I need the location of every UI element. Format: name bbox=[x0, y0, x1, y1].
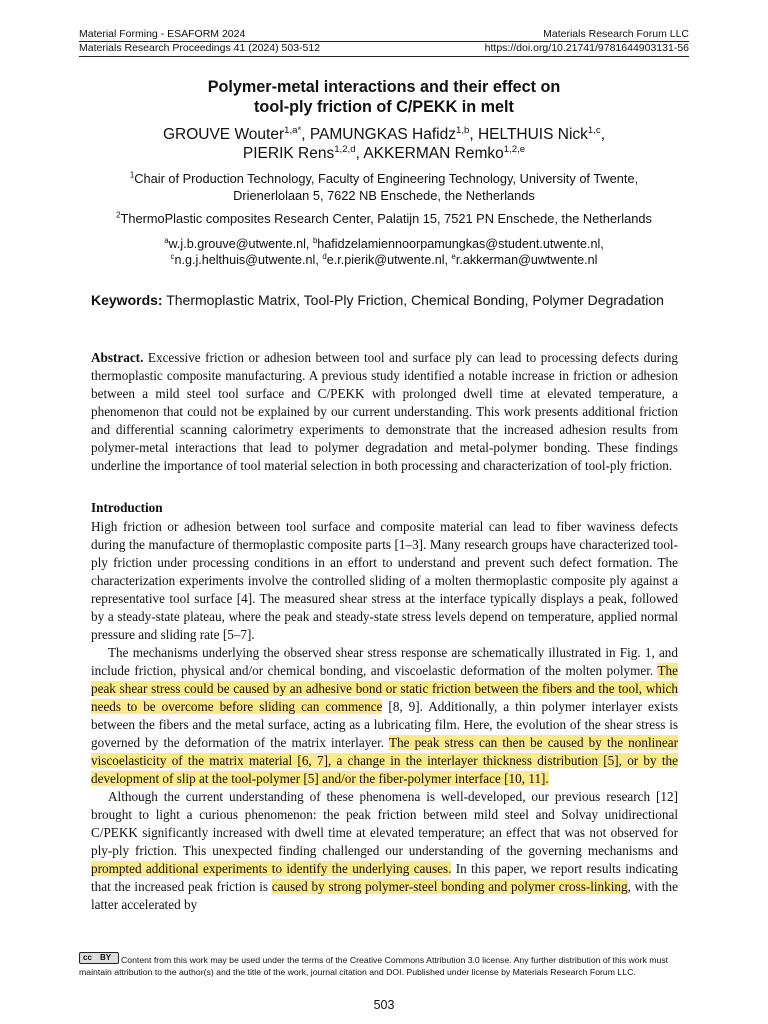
paragraph: High friction or adhesion between tool surface and composite material can lead to fiber waviness defects during the manufacture of thermoplastic composite parts [1–3]. Many research groups have characterized tool-ply friction under processing conditions in an effort to understand and prevent such defect formation. The characterization experiments involve the controlled sliding of a molten thermoplastic composite ply against a representative tool surface [4]. The measured shear stress at the interface typically displays a peak, followed by a steady-state plateau, where the peak and steady-state stress levels depend on temperature, applied normal pressure and sliding rate [5–7]. bbox=[91, 519, 678, 642]
cc-badge-right: BY bbox=[100, 953, 112, 962]
creative-commons-icon[interactable] bbox=[79, 952, 119, 964]
text-run: , with the latter accelerated by bbox=[91, 879, 678, 912]
running-header-bottom bbox=[79, 42, 689, 54]
keywords-section bbox=[91, 291, 678, 310]
affiliation-1 bbox=[79, 170, 689, 204]
author-affiliation-marker: 1,2,e bbox=[503, 143, 526, 155]
email-marker: b bbox=[312, 235, 318, 245]
abstract bbox=[91, 349, 678, 475]
email-link[interactable]: r.akkerman@uwtwente.nl bbox=[455, 253, 598, 267]
introduction-body bbox=[91, 518, 678, 914]
email-link[interactable]: hafidzelamiennoorpamungkas@student.utwente.nl, bbox=[317, 237, 604, 251]
author-list bbox=[79, 125, 689, 163]
abstract-label: Abstract. bbox=[91, 350, 144, 365]
paragraph bbox=[91, 644, 678, 788]
text-run: In this paper, we report results indicating that the increased peak friction is bbox=[91, 861, 679, 894]
author-affiliation-marker: 1,a* bbox=[284, 124, 302, 136]
text-run: The mechanisms underlying the observed shear stress response are schematically illustrated in Fig. 1, and include friction, physical and/or chemical bonding, and viscoelastic deformation of the molten polymer. bbox=[91, 645, 678, 678]
section-heading-introduction: Introduction bbox=[91, 500, 163, 515]
license-text: Content from this work may be used under the terms of the Creative Commons Attribution 3.0 license. Any further distribution of this work must maintain attribution to the author(s) and the title of the work, journal citation and DOI. Published under license by Materials Research Forum LLC. bbox=[79, 955, 669, 977]
paragraph bbox=[91, 788, 678, 914]
header-rule-bottom bbox=[79, 56, 689, 57]
highlighted-text: prompted additional experiments to identify the underlying causes. bbox=[91, 861, 452, 876]
author-affiliation-marker: 1,b bbox=[455, 124, 470, 136]
author-name: GROUVE Wouter bbox=[162, 126, 285, 143]
email-link[interactable]: e.r.pierik@utwente.nl, bbox=[326, 253, 452, 267]
page-number: 503 bbox=[373, 998, 395, 1012]
author-affiliation-marker: 1,2,d bbox=[334, 143, 356, 155]
author-affiliation-marker: 1,c bbox=[587, 124, 601, 136]
keywords-text: Thermoplastic Matrix, Tool-Ply Friction, Chemical Bonding, Polymer Degradation bbox=[162, 292, 664, 308]
email-list bbox=[79, 236, 689, 268]
author-name: PAMUNGKAS Hafidz bbox=[309, 126, 456, 143]
affiliation-marker: 2 bbox=[116, 210, 121, 220]
author-line-1: GROUVE Wouter$^{1,a*}$, PAMUNGKAS Hafidz$^{1,b}$, HELTHUIS Nick$^{1,c}$, bbox=[162, 124, 606, 143]
email-marker: d bbox=[322, 251, 327, 261]
affiliation-text: Chair of Production Technology, Faculty of Engineering Technology, University of Twente, bbox=[134, 171, 639, 186]
title-line-1: Polymer-metal interactions and their effect on bbox=[207, 78, 561, 96]
conference-name: Material Forming - ESAFORM 2024 bbox=[79, 28, 246, 40]
email-marker: c bbox=[170, 251, 175, 261]
publisher-name: Materials Research Forum LLC bbox=[543, 28, 689, 40]
running-header-top bbox=[79, 28, 689, 40]
highlighted-text: caused by strong polymer-steel bonding and polymer cross-linking bbox=[271, 879, 628, 894]
license-notice bbox=[79, 952, 689, 978]
text-run: [8, 9]. Additionally, a thin polymer interlayer exists between the fibers and the metal surface, acting as a lubricating film. Here, the evolution of the shear stress is governed by the deformation of the matrix interlayer. bbox=[91, 699, 678, 750]
text-run: Although the current understanding of these phenomena is well-developed, our previous research [12] brought to light a curious phenomenon: the peak friction between mild steel and Solvay unidirectional C/PEKK significantly increased with dwell time at elevated temperature; an effect that was not observed for ply-ply friction. This unexpected finding challenged our understanding of the governing mechanisms and bbox=[91, 789, 678, 858]
email-marker: a bbox=[164, 235, 169, 245]
paper-title bbox=[79, 77, 689, 117]
keywords-label: Keywords: bbox=[91, 292, 163, 308]
email-link[interactable]: n.g.j.helthuis@utwente.nl, bbox=[174, 253, 323, 267]
cc-badge-left: cc bbox=[83, 953, 92, 962]
doi-link[interactable]: https://doi.org/10.21741/9781644903131-56 bbox=[484, 42, 689, 54]
affiliation-marker: 1 bbox=[129, 170, 135, 180]
highlighted-text: The peak shear stress could be caused by an adhesive bond or static friction between the fibers and the tool, which needs to be overcome before sliding can commence bbox=[91, 663, 678, 714]
email-marker: e bbox=[451, 251, 456, 261]
email-link[interactable]: w.j.b.grouve@utwente.nl, bbox=[168, 237, 313, 251]
author-name: PIERIK Rens bbox=[242, 145, 335, 162]
highlighted-text: The peak stress can then be caused by the nonlinear viscoelasticity of the matrix material [6, 7], a change in the interlayer thickness distribution [5], or by the development of slip at the tool-polymer [5] and/or the fiber-polymer interface [10, 11]. bbox=[91, 735, 678, 786]
author-line-2: PIERIK Rens$^{1,2,d}$, AKKERMAN Remko$^{1,2,e}$ bbox=[242, 143, 526, 162]
proceedings-citation: Materials Research Proceedings 41 (2024) 503-512 bbox=[79, 42, 321, 54]
affiliation-address: Drienerlolaan 5, 7622 NB Enschede, the Netherlands bbox=[233, 188, 535, 203]
affiliation-2 bbox=[79, 210, 689, 227]
author-name: HELTHUIS Nick bbox=[477, 126, 588, 143]
title-line-2: tool-ply friction of C/PEKK in melt bbox=[254, 98, 514, 116]
abstract-text: Excessive friction or adhesion between tool and surface ply can lead to processing defects during thermoplastic composite manufacturing. A previous study identified a notable increase in friction or adhesion between a mild steel tool surface and C/PEKK with prolonged dwell time at elevated temperature, a phenomenon that could not be explained by our current understanding. This work presents additional friction and differential scanning calorimetry experiments to demonstrate that the increased adhesion results from polymer-metal interactions that lead to polymer degradation and metal-polymer bonding. These findings underline the importance of tool material selection in both processing and characterization of tool-ply friction. bbox=[91, 350, 678, 473]
author-name: AKKERMAN Remko bbox=[363, 145, 504, 162]
affiliation-text: ThermoPlastic composites Research Center, Palatijn 15, 7521 PN Enschede, the Netherlands bbox=[120, 211, 652, 226]
